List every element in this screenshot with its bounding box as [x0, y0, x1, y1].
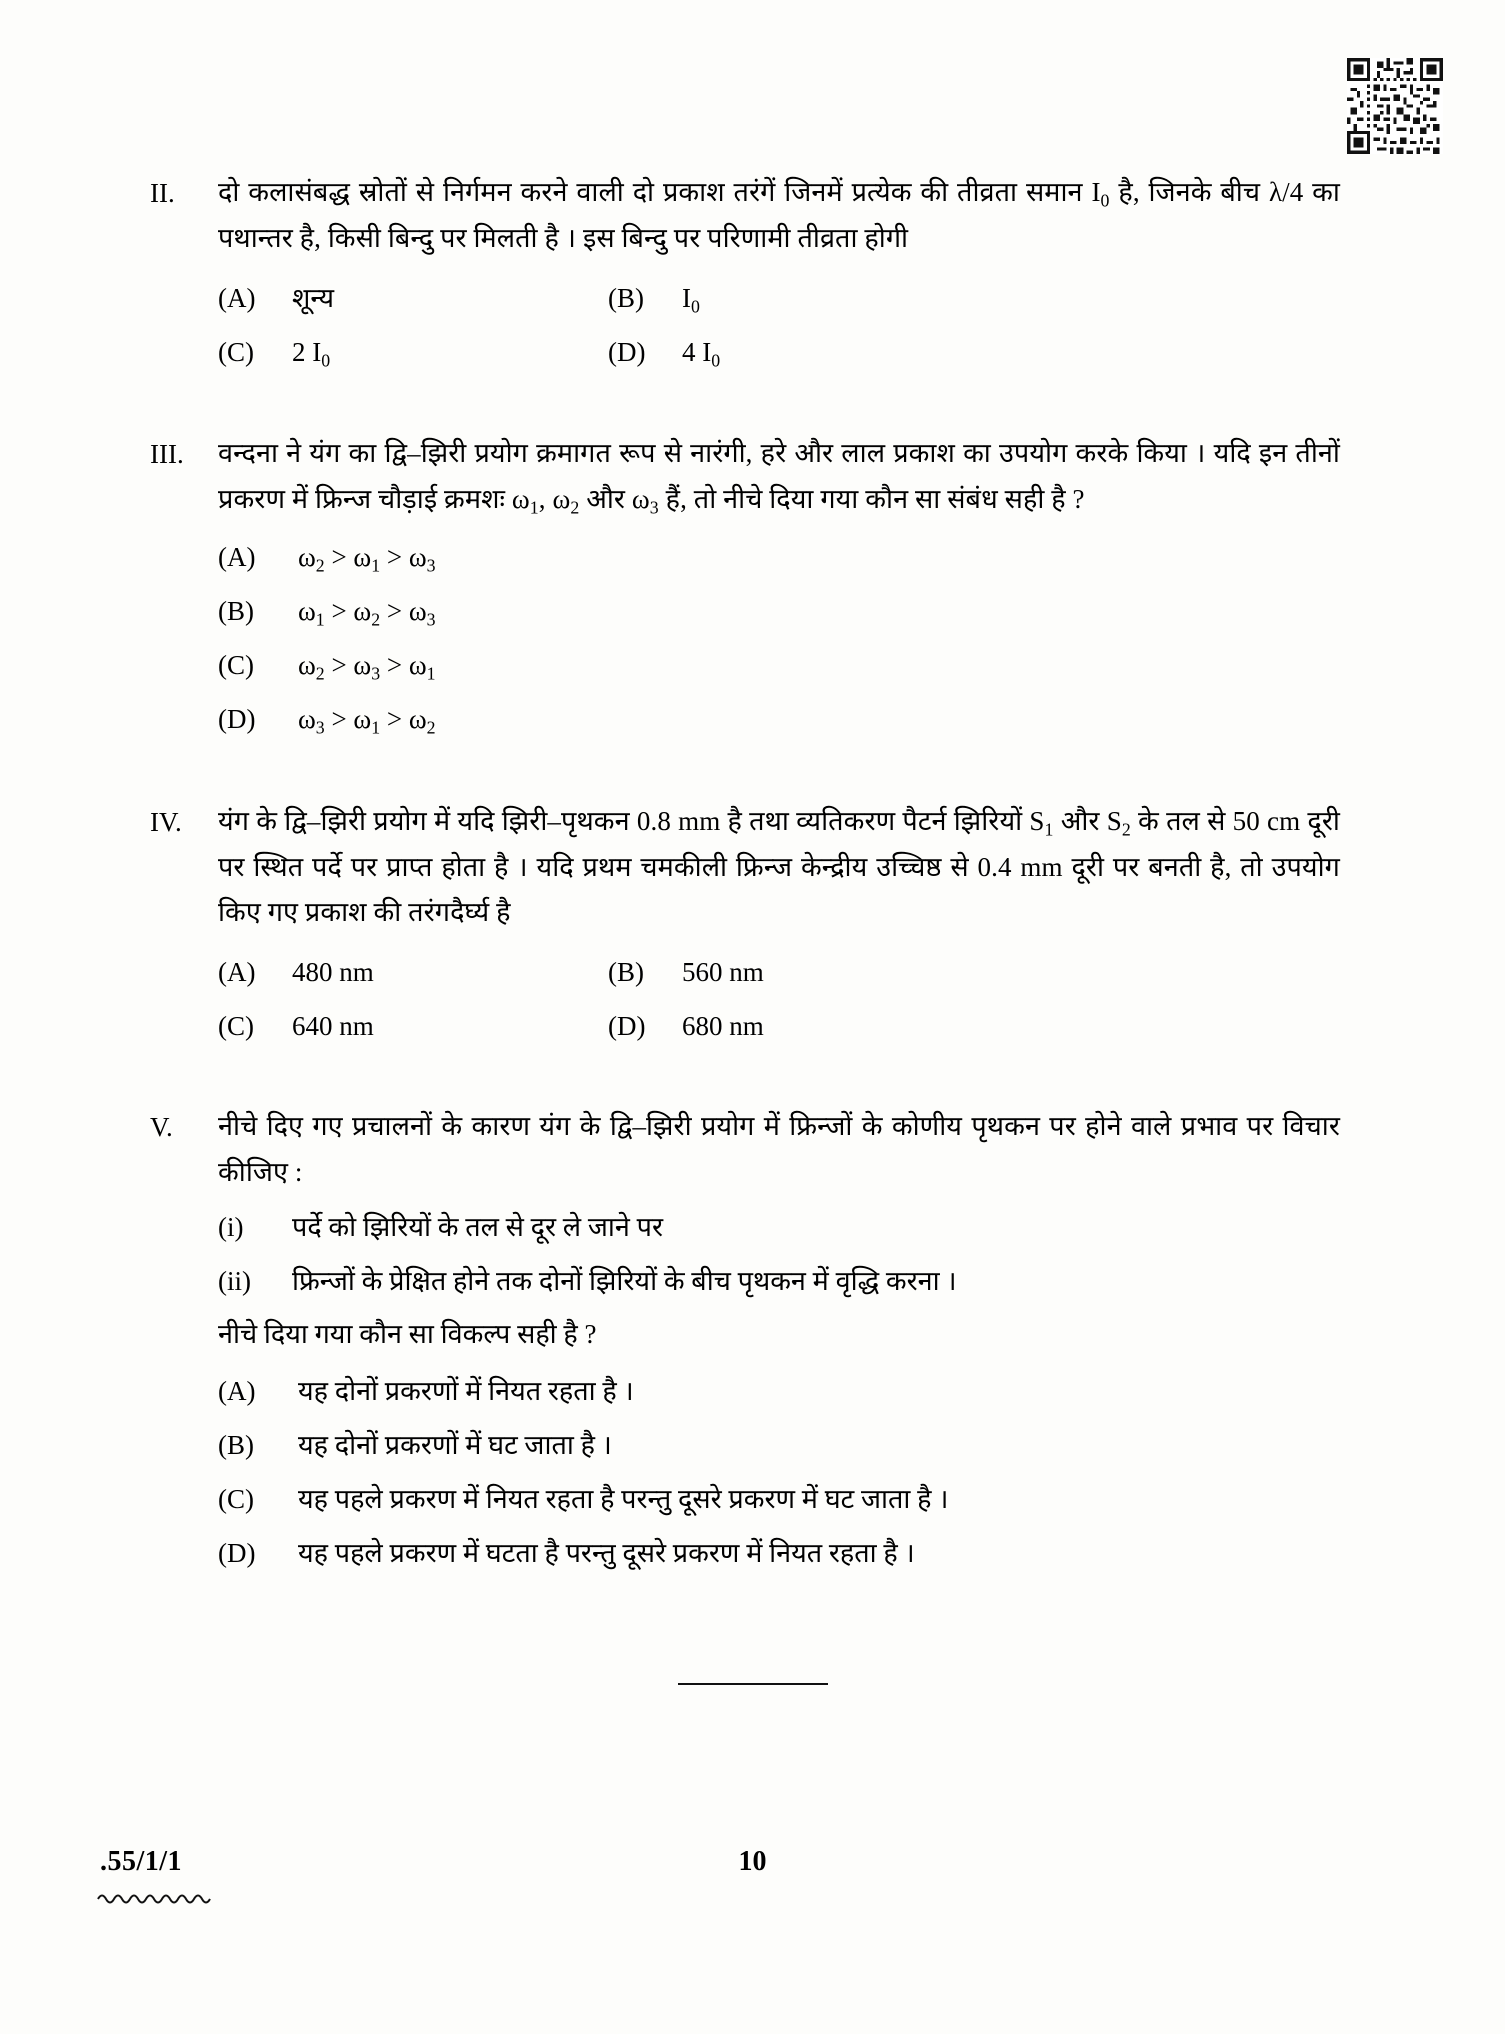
stem-subscript: 3	[649, 498, 659, 519]
option-text: यह दोनों प्रकरणों में नियत रहता है ।	[298, 1375, 634, 1406]
question-number-ii: II.	[150, 178, 175, 208]
option-symbol: I	[682, 282, 691, 313]
omega-symbol: ω	[408, 649, 427, 680]
option-ii-c[interactable]	[218, 332, 608, 374]
option-label: (D)	[218, 703, 256, 734]
stem-subscript: 0	[1100, 190, 1110, 211]
omega-symbol: ω	[408, 596, 427, 627]
option-label: (C)	[218, 336, 254, 367]
option-ii-d[interactable]	[608, 332, 1340, 374]
question-prompt-v: नीचे दिया गया कौन सा विकल्प सही है ?	[218, 1319, 597, 1350]
stem-subscript: 2	[1121, 819, 1131, 840]
stem-text: यंग के द्वि–झिरी प्रयोग में यदि झिरी–पृथकन 0.8 mm है तथा व्यतिकरण पैटर्न झिरियों S	[218, 805, 1045, 836]
omega-symbol: ω	[353, 596, 372, 627]
option-label: (A)	[218, 1375, 256, 1406]
question-stem-ii	[218, 170, 1340, 262]
omega-subscript: 1	[426, 663, 436, 684]
option-text: यह पहले प्रकरण में नियत रहता है परन्तु दूसरे प्रकरण में घट जाता है ।	[298, 1483, 949, 1514]
omega-subscript: 2	[315, 663, 325, 684]
option-text: 680 nm	[682, 1011, 764, 1042]
subitems-v	[218, 1206, 1340, 1303]
option-text	[682, 332, 1340, 374]
option-text: $\omega_1 > \omega_2 > \omega_3$	[298, 596, 436, 630]
omega-symbol: ω	[353, 649, 372, 680]
option-label: (C)	[218, 1483, 254, 1514]
stem-text: वन्दना ने यंग का द्वि–झिरी प्रयोग क्रमागत रूप से नारंगी, हरे और लाल प्रकाश का उपयोग करके किया । यदि इन तीनों प्रकरण में फ्रिन्ज चौड़ाई क्रमशः ω	[218, 438, 1340, 515]
option-text	[682, 278, 1340, 320]
question-stem-iii	[218, 431, 1340, 523]
omega-symbol: ω	[408, 703, 427, 734]
option-iii-a[interactable]	[218, 537, 1340, 579]
option-text: $\omega_2 > \omega_1 > \omega_3$	[298, 542, 436, 576]
option-text: यह पहले प्रकरण में घटता है परन्तु दूसरे प्रकरण में नियत रहता है ।	[298, 1537, 915, 1568]
question-stem-v: नीचे दिए गए प्रचालनों के कारण यंग के द्वि–झिरी प्रयोग में फ्रिन्जों के कोणीय पृथकन पर होने वाले प्रभाव पर विचार कीजिए :	[218, 1110, 1340, 1187]
option-symbol: 4 I	[682, 336, 712, 367]
question-block-iii	[150, 431, 1340, 740]
omega-symbol: ω	[353, 703, 372, 734]
questions-container	[150, 170, 1340, 1620]
option-label: (B)	[218, 1429, 254, 1460]
section-divider-wrap	[0, 1672, 1505, 1690]
section-divider	[678, 1683, 828, 1685]
omega-subscript: 3	[426, 609, 436, 630]
option-iii-d[interactable]	[218, 699, 1340, 741]
omega-subscript: 2	[426, 717, 436, 738]
question-block-v	[150, 1104, 1340, 1574]
option-label: (B)	[608, 957, 644, 988]
option-v-c[interactable]	[218, 1479, 1340, 1521]
option-text	[292, 332, 608, 374]
subitem-text: पर्दे को झिरियों के तल से दूर ले जाने पर	[292, 1211, 664, 1242]
option-iv-c[interactable]	[218, 1006, 608, 1048]
options-iv	[218, 952, 1340, 1048]
question-block-iv	[150, 799, 1340, 1048]
option-iii-b[interactable]	[218, 591, 1340, 633]
option-iii-c[interactable]	[218, 645, 1340, 687]
option-text: $\omega_2 > \omega_3 > \omega_1$	[298, 649, 436, 684]
omega-symbol: ω	[298, 649, 316, 680]
option-ii-b[interactable]	[608, 278, 1340, 320]
stem-text-cont: के तल से 50 cm दूरी पर स्थित पर्दे पर प्राप्त होता है । यदि प्रथम चमकीली फ्रिन्ज केन्द्रीय उच्चिष्ठ से 0.4 mm दूरी पर बनती है, तो उपयोग किए गए प्रकाश की तरंगदैर्घ्य है	[218, 805, 1340, 928]
stem-subscript: 1	[1044, 819, 1054, 840]
omega-symbol: ω	[298, 596, 316, 627]
omega-symbol: ω	[298, 703, 316, 734]
question-number-iii: III.	[150, 439, 184, 470]
option-label: (C)	[218, 649, 254, 680]
stem-text: दो कलासंबद्ध स्रोतों से निर्गमन करने वाली दो प्रकाश तरंगें जिनमें प्रत्येक की तीव्रता समान I	[218, 177, 1101, 207]
stem-subscript: 1	[529, 498, 539, 519]
option-text: शून्य	[292, 282, 334, 313]
question-number-v: V.	[150, 1111, 173, 1142]
question-stem-iv	[218, 799, 1340, 937]
option-ii-a[interactable]	[218, 278, 608, 320]
subitem-label: (i)	[218, 1211, 244, 1242]
option-label: (C)	[218, 1011, 254, 1042]
option-symbol: 2 I	[292, 336, 322, 367]
stem-text-cont: और ω	[579, 484, 650, 515]
subitem-text: फ्रिन्जों के प्रेक्षित होने तक दोनों झिरियों के बीच पृथकन में वृद्धि करना ।	[292, 1265, 957, 1296]
question-number-iv: IV.	[150, 806, 182, 837]
option-label: (D)	[608, 336, 646, 367]
stem-subscript: 2	[570, 498, 580, 519]
option-v-d[interactable]	[218, 1533, 1340, 1575]
omega-symbol: ω	[298, 542, 316, 573]
option-text: 640 nm	[292, 1011, 374, 1042]
option-label: (B)	[608, 282, 644, 313]
option-text: 480 nm	[292, 957, 374, 988]
omega-symbol: ω	[408, 542, 427, 573]
omega-symbol: ω	[353, 542, 372, 573]
option-label: (A)	[218, 542, 256, 573]
option-subscript: 0	[711, 350, 721, 371]
option-label: (D)	[608, 1011, 646, 1042]
page-number: 10	[738, 1846, 767, 1877]
option-label: (A)	[218, 282, 256, 313]
option-v-b[interactable]	[218, 1425, 1340, 1467]
stem-text-cont: , ω	[538, 484, 571, 515]
option-label: (D)	[218, 1537, 256, 1568]
page-footer	[0, 1846, 1505, 1916]
option-iv-d[interactable]	[608, 1006, 1340, 1048]
stem-text-cont: और S	[1053, 805, 1122, 836]
options-iii	[218, 537, 1340, 740]
option-iv-b[interactable]	[608, 952, 1340, 994]
option-text: यह दोनों प्रकरणों में घट जाता है ।	[298, 1429, 612, 1460]
omega-subscript: 1	[315, 609, 325, 630]
stem-text-cont: हैं, तो नीचे दिया गया कौन सा संबंध सही है ?	[658, 484, 1085, 515]
omega-subscript: 2	[315, 555, 325, 576]
options-ii	[218, 278, 1340, 374]
options-v	[218, 1371, 1340, 1574]
wavy-underline-icon	[96, 1890, 216, 1908]
option-subscript: 0	[691, 296, 700, 317]
subitem-v-i	[218, 1206, 1340, 1250]
option-iv-a[interactable]	[218, 952, 608, 994]
option-subscript: 0	[321, 350, 331, 371]
omega-subscript: 3	[426, 555, 436, 576]
option-label: (B)	[218, 596, 254, 627]
qr-code-icon	[1347, 58, 1443, 154]
option-v-a[interactable]	[218, 1371, 1340, 1413]
paper-code: .55/1/1	[100, 1846, 183, 1877]
omega-subscript: 3	[315, 717, 325, 738]
question-block-ii	[150, 170, 1340, 373]
option-text: $\omega_3 > \omega_1 > \omega_2$	[298, 703, 436, 738]
omega-subscript: 3	[371, 663, 381, 684]
subitem-label: (ii)	[218, 1265, 251, 1296]
omega-subscript: 1	[371, 555, 381, 576]
option-text: 560 nm	[682, 957, 764, 988]
omega-subscript: 1	[371, 717, 381, 738]
stem-text-cont: है, जिनके बीच λ/4 का पथान्तर है, किसी बिन्दु पर मिलती है । इस बिन्दु पर परिणामी तीव्रता होगी	[218, 177, 1340, 253]
omega-subscript: 2	[371, 609, 381, 630]
option-label: (A)	[218, 957, 256, 988]
subitem-v-ii	[218, 1260, 1340, 1304]
